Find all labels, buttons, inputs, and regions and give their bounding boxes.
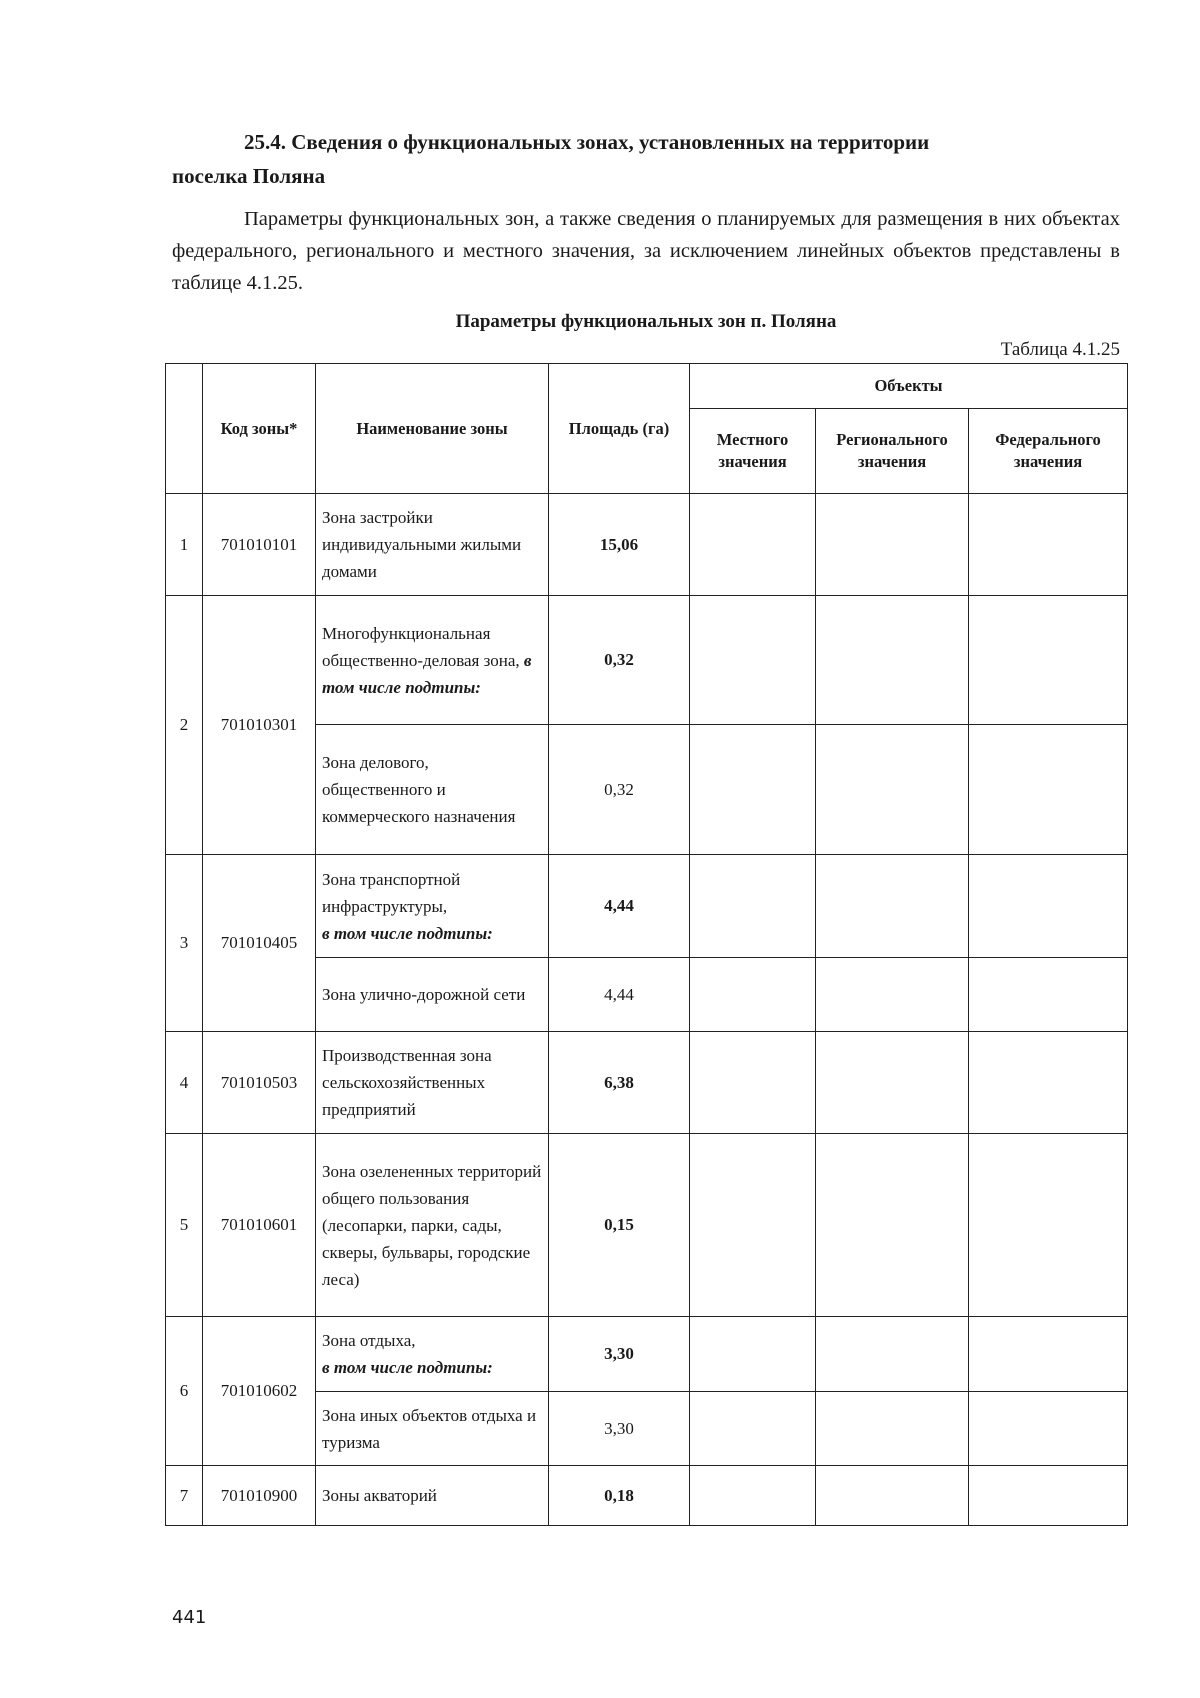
zone-name: Зона застройки индивидуальными жилыми домами <box>316 494 549 596</box>
row-number: 4 <box>166 1032 203 1134</box>
federal-objects <box>969 1466 1128 1526</box>
zone-name: Производственная зона сельскохозяйственных предприятий <box>316 1032 549 1134</box>
row-number: 3 <box>166 855 203 1032</box>
table-row <box>166 494 1128 596</box>
regional-objects <box>816 494 969 596</box>
zone-code: 701010405 <box>203 855 316 1032</box>
zones-table <box>165 363 1128 1526</box>
zone-name-text: Многофункциональная общественно-деловая зона, <box>322 623 520 670</box>
subtypes-note: в том числе подтипы: <box>322 923 493 943</box>
header-area: Площадь (га) <box>549 364 690 494</box>
federal-objects <box>969 855 1128 958</box>
zone-area: 15,06 <box>549 494 690 596</box>
federal-objects <box>969 1032 1128 1134</box>
row-number: 6 <box>166 1317 203 1466</box>
subzone-area: 3,30 <box>549 1392 690 1466</box>
header-name: Наименование зоны <box>316 364 549 494</box>
zone-code: 701010503 <box>203 1032 316 1134</box>
intro-paragraph-text: Параметры функциональных зон, а также сведения о планируемых для размещения в них объектах федерального, регионального и местного значения, за исключением линейных объектов представлены в таблице 4.1.25. <box>172 208 1120 294</box>
subzone-name: Зона иных объектов отдыха и туризма <box>316 1392 549 1466</box>
zone-code: 701010301 <box>203 596 316 855</box>
section-heading <box>172 125 1120 193</box>
subzone-name: Зона улично-дорожной сети <box>316 958 549 1032</box>
table-row <box>166 1317 1128 1392</box>
row-number: 7 <box>166 1466 203 1526</box>
section-heading-line2: поселка Поляна <box>172 164 326 188</box>
local-objects <box>690 725 816 855</box>
regional-objects <box>816 1392 969 1466</box>
subzone-name: Зона делового, общественного и коммерческого назначения <box>316 725 549 855</box>
zone-area: 3,30 <box>549 1317 690 1392</box>
regional-objects <box>816 1032 969 1134</box>
page-number: 441 <box>172 1607 207 1628</box>
zone-code: 701010601 <box>203 1134 316 1317</box>
federal-objects <box>969 494 1128 596</box>
section-heading-line1: 25.4. Сведения о функциональных зонах, установленных на территории <box>244 130 930 154</box>
local-objects <box>690 1392 816 1466</box>
subzone-area: 4,44 <box>549 958 690 1032</box>
subtypes-note: в том числе подтипы: <box>322 1358 493 1377</box>
federal-objects <box>969 1392 1128 1466</box>
federal-objects <box>969 596 1128 725</box>
row-number: 1 <box>166 494 203 596</box>
zone-area: 0,15 <box>549 1134 690 1317</box>
subzone-area: 0,32 <box>549 725 690 855</box>
federal-objects <box>969 1317 1128 1392</box>
table-number: Таблица 4.1.25 <box>1000 339 1120 360</box>
header-num <box>166 364 203 494</box>
local-objects <box>690 1032 816 1134</box>
regional-objects <box>816 1466 969 1526</box>
federal-objects <box>969 725 1128 855</box>
local-objects <box>690 1466 816 1526</box>
zone-code: 701010101 <box>203 494 316 596</box>
zone-name-text: Зона транспортной инфраструктуры, <box>322 869 461 916</box>
zone-code: 701010602 <box>203 1317 316 1466</box>
zone-name <box>316 1317 549 1392</box>
subtypes-note: в том числе подтипы: <box>322 650 532 697</box>
zone-name: Зона озелененных территорий общего пользования (лесопарки, парки, сады, скверы, бульвары, городские леса) <box>316 1134 549 1317</box>
zone-area: 0,18 <box>549 1466 690 1526</box>
row-number: 5 <box>166 1134 203 1317</box>
header-regional: Регионального значения <box>816 409 969 494</box>
table-row <box>166 1032 1128 1134</box>
regional-objects <box>816 1317 969 1392</box>
zone-area: 0,32 <box>549 596 690 725</box>
regional-objects <box>816 855 969 958</box>
zone-area: 6,38 <box>549 1032 690 1134</box>
zone-name <box>316 855 549 958</box>
table-row <box>166 596 1128 725</box>
table-row <box>166 1134 1128 1317</box>
local-objects <box>690 1134 816 1317</box>
zone-name-text: Зона отдыха, <box>322 1331 416 1350</box>
intro-paragraph <box>172 203 1120 299</box>
zone-name <box>316 596 549 725</box>
local-objects <box>690 958 816 1032</box>
table-row <box>166 855 1128 958</box>
header-federal: Федерального значения <box>969 409 1128 494</box>
header-local: Местного значения <box>690 409 816 494</box>
local-objects <box>690 596 816 725</box>
regional-objects <box>816 1134 969 1317</box>
local-objects <box>690 494 816 596</box>
zone-code: 701010900 <box>203 1466 316 1526</box>
regional-objects <box>816 958 969 1032</box>
table-row <box>166 1466 1128 1526</box>
federal-objects <box>969 1134 1128 1317</box>
row-number: 2 <box>166 596 203 855</box>
zone-area: 4,44 <box>549 855 690 958</box>
regional-objects <box>816 596 969 725</box>
header-objects: Объекты <box>690 364 1128 409</box>
header-code: Код зоны* <box>203 364 316 494</box>
local-objects <box>690 1317 816 1392</box>
regional-objects <box>816 725 969 855</box>
zone-name: Зоны акваторий <box>316 1466 549 1526</box>
table-caption: Параметры функциональных зон п. Поляна <box>455 311 837 332</box>
federal-objects <box>969 958 1128 1032</box>
local-objects <box>690 855 816 958</box>
